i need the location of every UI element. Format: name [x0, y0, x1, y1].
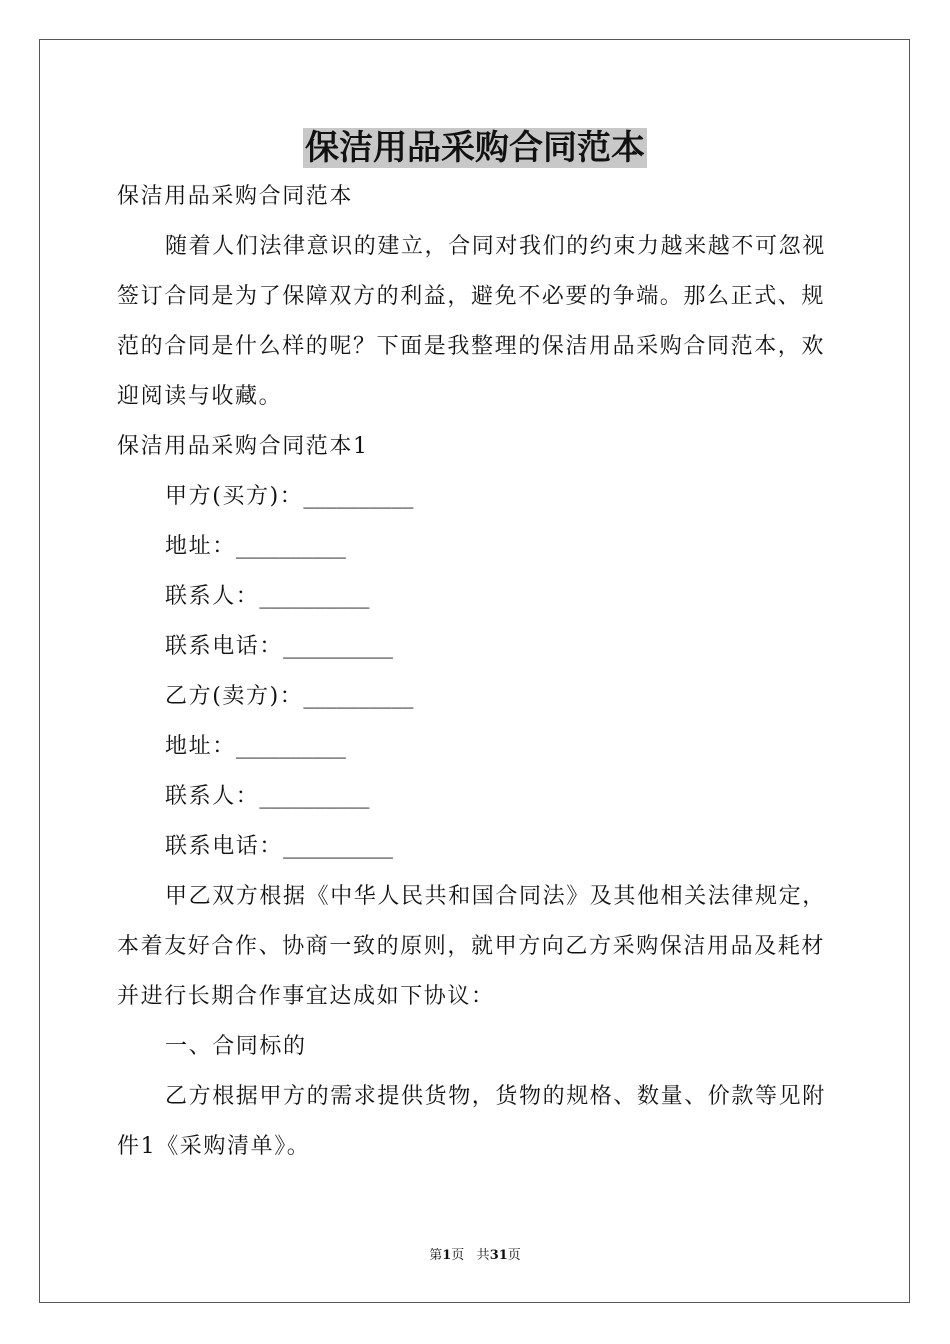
intro-line-1: 随着人们法律意识的建立，合同对我们的约束力越来越不可忽视	[165, 234, 826, 259]
clause-1-heading: 一、合同标的	[165, 1034, 307, 1059]
document-subtitle: 保洁用品采购合同范本	[117, 184, 354, 209]
agreement-line-3: 并进行长期合作事宜达成如下协议：	[117, 984, 495, 1009]
party-b-phone-label: 联系电话：	[165, 834, 284, 859]
party-a-name-blank: __________	[303, 484, 414, 509]
party-b-name-field	[117, 672, 837, 722]
footer-page-prefix: 第	[429, 1248, 443, 1263]
intro-line-4: 迎阅读与收藏。	[117, 384, 283, 409]
intro-line-2: 签订合同是为了保障双方的利益，避免不必要的争端。那么正式、规	[117, 284, 826, 309]
intro-line-3: 范的合同是什么样的呢？下面是我整理的保洁用品采购合同范本，欢	[117, 334, 826, 359]
clause-1-line-2: 件1《采购清单》。	[117, 1134, 311, 1159]
party-b-name-label: 乙方(卖方)：	[165, 684, 304, 709]
agreement-line-2: 本着友好合作、协商一致的原则，就甲方向乙方采购保洁用品及耗材	[117, 934, 826, 959]
party-b-phone-field	[117, 822, 837, 872]
party-a-address-blank: __________	[235, 534, 346, 559]
footer-page-suffix: 页	[451, 1248, 465, 1263]
section-heading: 保洁用品采购合同范本1	[117, 434, 369, 459]
party-b-contact-label: 联系人：	[165, 784, 260, 809]
document-title-text: 保洁用品采购合同范本	[305, 128, 645, 168]
document-body	[117, 172, 837, 1172]
party-a-phone-label: 联系电话：	[165, 634, 284, 659]
party-a-contact-blank: __________	[259, 584, 370, 609]
party-a-contact-field	[117, 572, 837, 622]
party-a-name-field	[117, 472, 837, 522]
party-b-contact-blank: __________	[259, 784, 370, 809]
document-title	[0, 124, 950, 172]
party-b-address-label: 地址：	[165, 734, 236, 759]
footer-total-prefix: 共	[476, 1248, 490, 1263]
party-b-phone-blank: __________	[283, 834, 394, 859]
party-a-name-label: 甲方(买方)：	[165, 484, 304, 509]
page-footer	[0, 1246, 950, 1266]
party-a-address-field	[117, 522, 837, 572]
party-a-contact-label: 联系人：	[165, 584, 260, 609]
footer-total-suffix: 页	[507, 1248, 521, 1263]
party-a-address-label: 地址：	[165, 534, 236, 559]
party-b-name-blank: __________	[303, 684, 414, 709]
footer-page-number: 1	[442, 1248, 452, 1263]
party-b-address-field	[117, 722, 837, 772]
agreement-line-1: 甲乙双方根据《中华人民共和国合同法》及其他相关法律规定，	[165, 884, 826, 909]
party-b-contact-field	[117, 772, 837, 822]
party-b-address-blank: __________	[235, 734, 346, 759]
clause-1-line-1: 乙方根据甲方的需求提供货物，货物的规格、数量、价款等见附	[165, 1084, 826, 1109]
party-a-phone-field	[117, 622, 837, 672]
footer-total-pages: 31	[489, 1248, 508, 1263]
party-a-phone-blank: __________	[283, 634, 394, 659]
